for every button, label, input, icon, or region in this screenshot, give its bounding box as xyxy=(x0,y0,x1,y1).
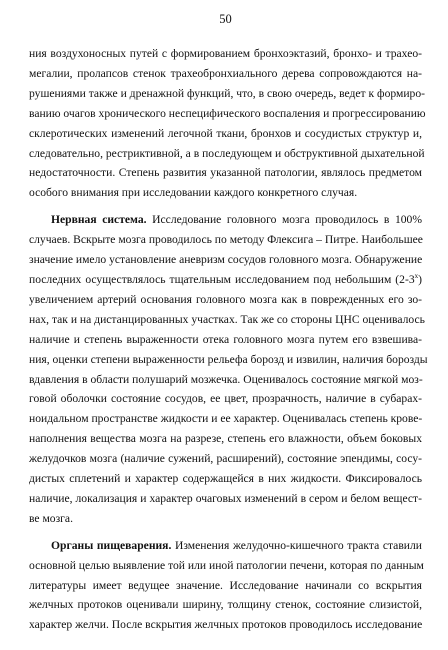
text-line: наполнения вещества мозга на разрезе, степень его влажности, объем боковых xyxy=(29,432,422,446)
text-line: наличие, локализация и характер очаговых изменений в сером и белом вещест- xyxy=(29,491,422,505)
text-fragment: последних осуществлялось тщательным исследованием под небольшим (2-3 xyxy=(29,272,415,286)
text-line: желудочков мозга (наличие сужений, расширений), состояние эпендимы, сосу- xyxy=(29,452,422,466)
text-fragment: Исследование головного мозга проводилось в 100% xyxy=(146,213,422,227)
text-line: ве мозга. xyxy=(29,511,73,525)
text-line: ноидальном пространстве жидкости и ее характер. Оценивалась степень крове- xyxy=(29,412,423,426)
paragraph-nervous-system xyxy=(29,210,428,529)
text-line: нах, так и на дистанцированных участках. Так же со стороны ЦНС оценивалось xyxy=(29,312,425,326)
section-heading-nervous-system: Нервная система. xyxy=(51,213,147,227)
text-line xyxy=(29,270,422,290)
text-line: основной целью выявление той или иной патологии печени, которая по данным xyxy=(29,558,424,572)
text-line: вдавления в области полушарий мозжечка. Оценивалось состояние мягкой моз- xyxy=(29,372,423,386)
text-line: увеличением артерий основания головного мозга как в поврежденных его зо- xyxy=(29,292,422,306)
text-fragment: ) xyxy=(418,272,422,286)
text-line: наличие и степень выраженности отека головного мозга путем его взвешива- xyxy=(29,332,422,346)
text-line: склеротических изменений легочной ткани, бронхов и сосудистых структур и, xyxy=(29,126,422,140)
text-line: ванию очагов хронического неспецифического воспаления и прогрессированию xyxy=(29,106,426,120)
text-line: дистых сплетений и характер содержащейся в них жидкости. Фиксировалось xyxy=(29,472,422,486)
text-line: случаев. Вскрыте мозга проводилось по методу Флексига – Питре. Наибольшее xyxy=(29,233,423,247)
text-line: ния, оценки степени выраженности рельефа борозд и извилин, наличия борозды xyxy=(29,352,428,366)
text-line: желчных протоков оценивали ширину, толщину стенок, состояние слизистой, xyxy=(29,598,422,612)
text-line: особого внимания при исследовании каждого конкретного случая. xyxy=(29,186,358,200)
paragraph-respiratory-continuation xyxy=(29,44,426,203)
paragraph-digestive-organs xyxy=(29,536,422,636)
text-line: характер желчи. После вскрытия желчных протоков проводилось исследование xyxy=(29,618,423,632)
text-line: мегалии, пролапсов стенок трахеобронхиального дерева сопровождаются на- xyxy=(29,66,422,80)
text-line: недостаточности. Степень развития указанной патологии, являлось предметом xyxy=(29,166,422,180)
text-line xyxy=(29,210,422,230)
text-line: говой оболочки состояние сосудов, ее цвет, прозрачность, наличие в субарах- xyxy=(29,392,422,406)
text-line xyxy=(29,536,422,556)
text-line: следовательно, рестриктивной, а в последующем и обструктивной дыхательной xyxy=(29,146,425,160)
text-line: значение имело установление аневризм сосудов головного мозга. Обнаружение xyxy=(29,253,423,267)
text-line: ния воздухоносных путей с формированием бронхоэктазий, бронхо- и трахео- xyxy=(29,47,422,60)
text-fragment: Изменения желудочно-кишечного тракта ставили xyxy=(171,538,422,552)
section-heading-digestive-organs: Органы пищеварения. xyxy=(51,538,172,552)
magnification-superscript: x xyxy=(414,272,419,281)
text-line: литературы имеет ведущее значение. Исследование начинали со вскрытия xyxy=(29,578,422,592)
text-line: рушениями также и дренажной функций, что, в свою очередь, ведет к формиро- xyxy=(29,86,425,100)
page-number: 50 xyxy=(219,12,232,26)
